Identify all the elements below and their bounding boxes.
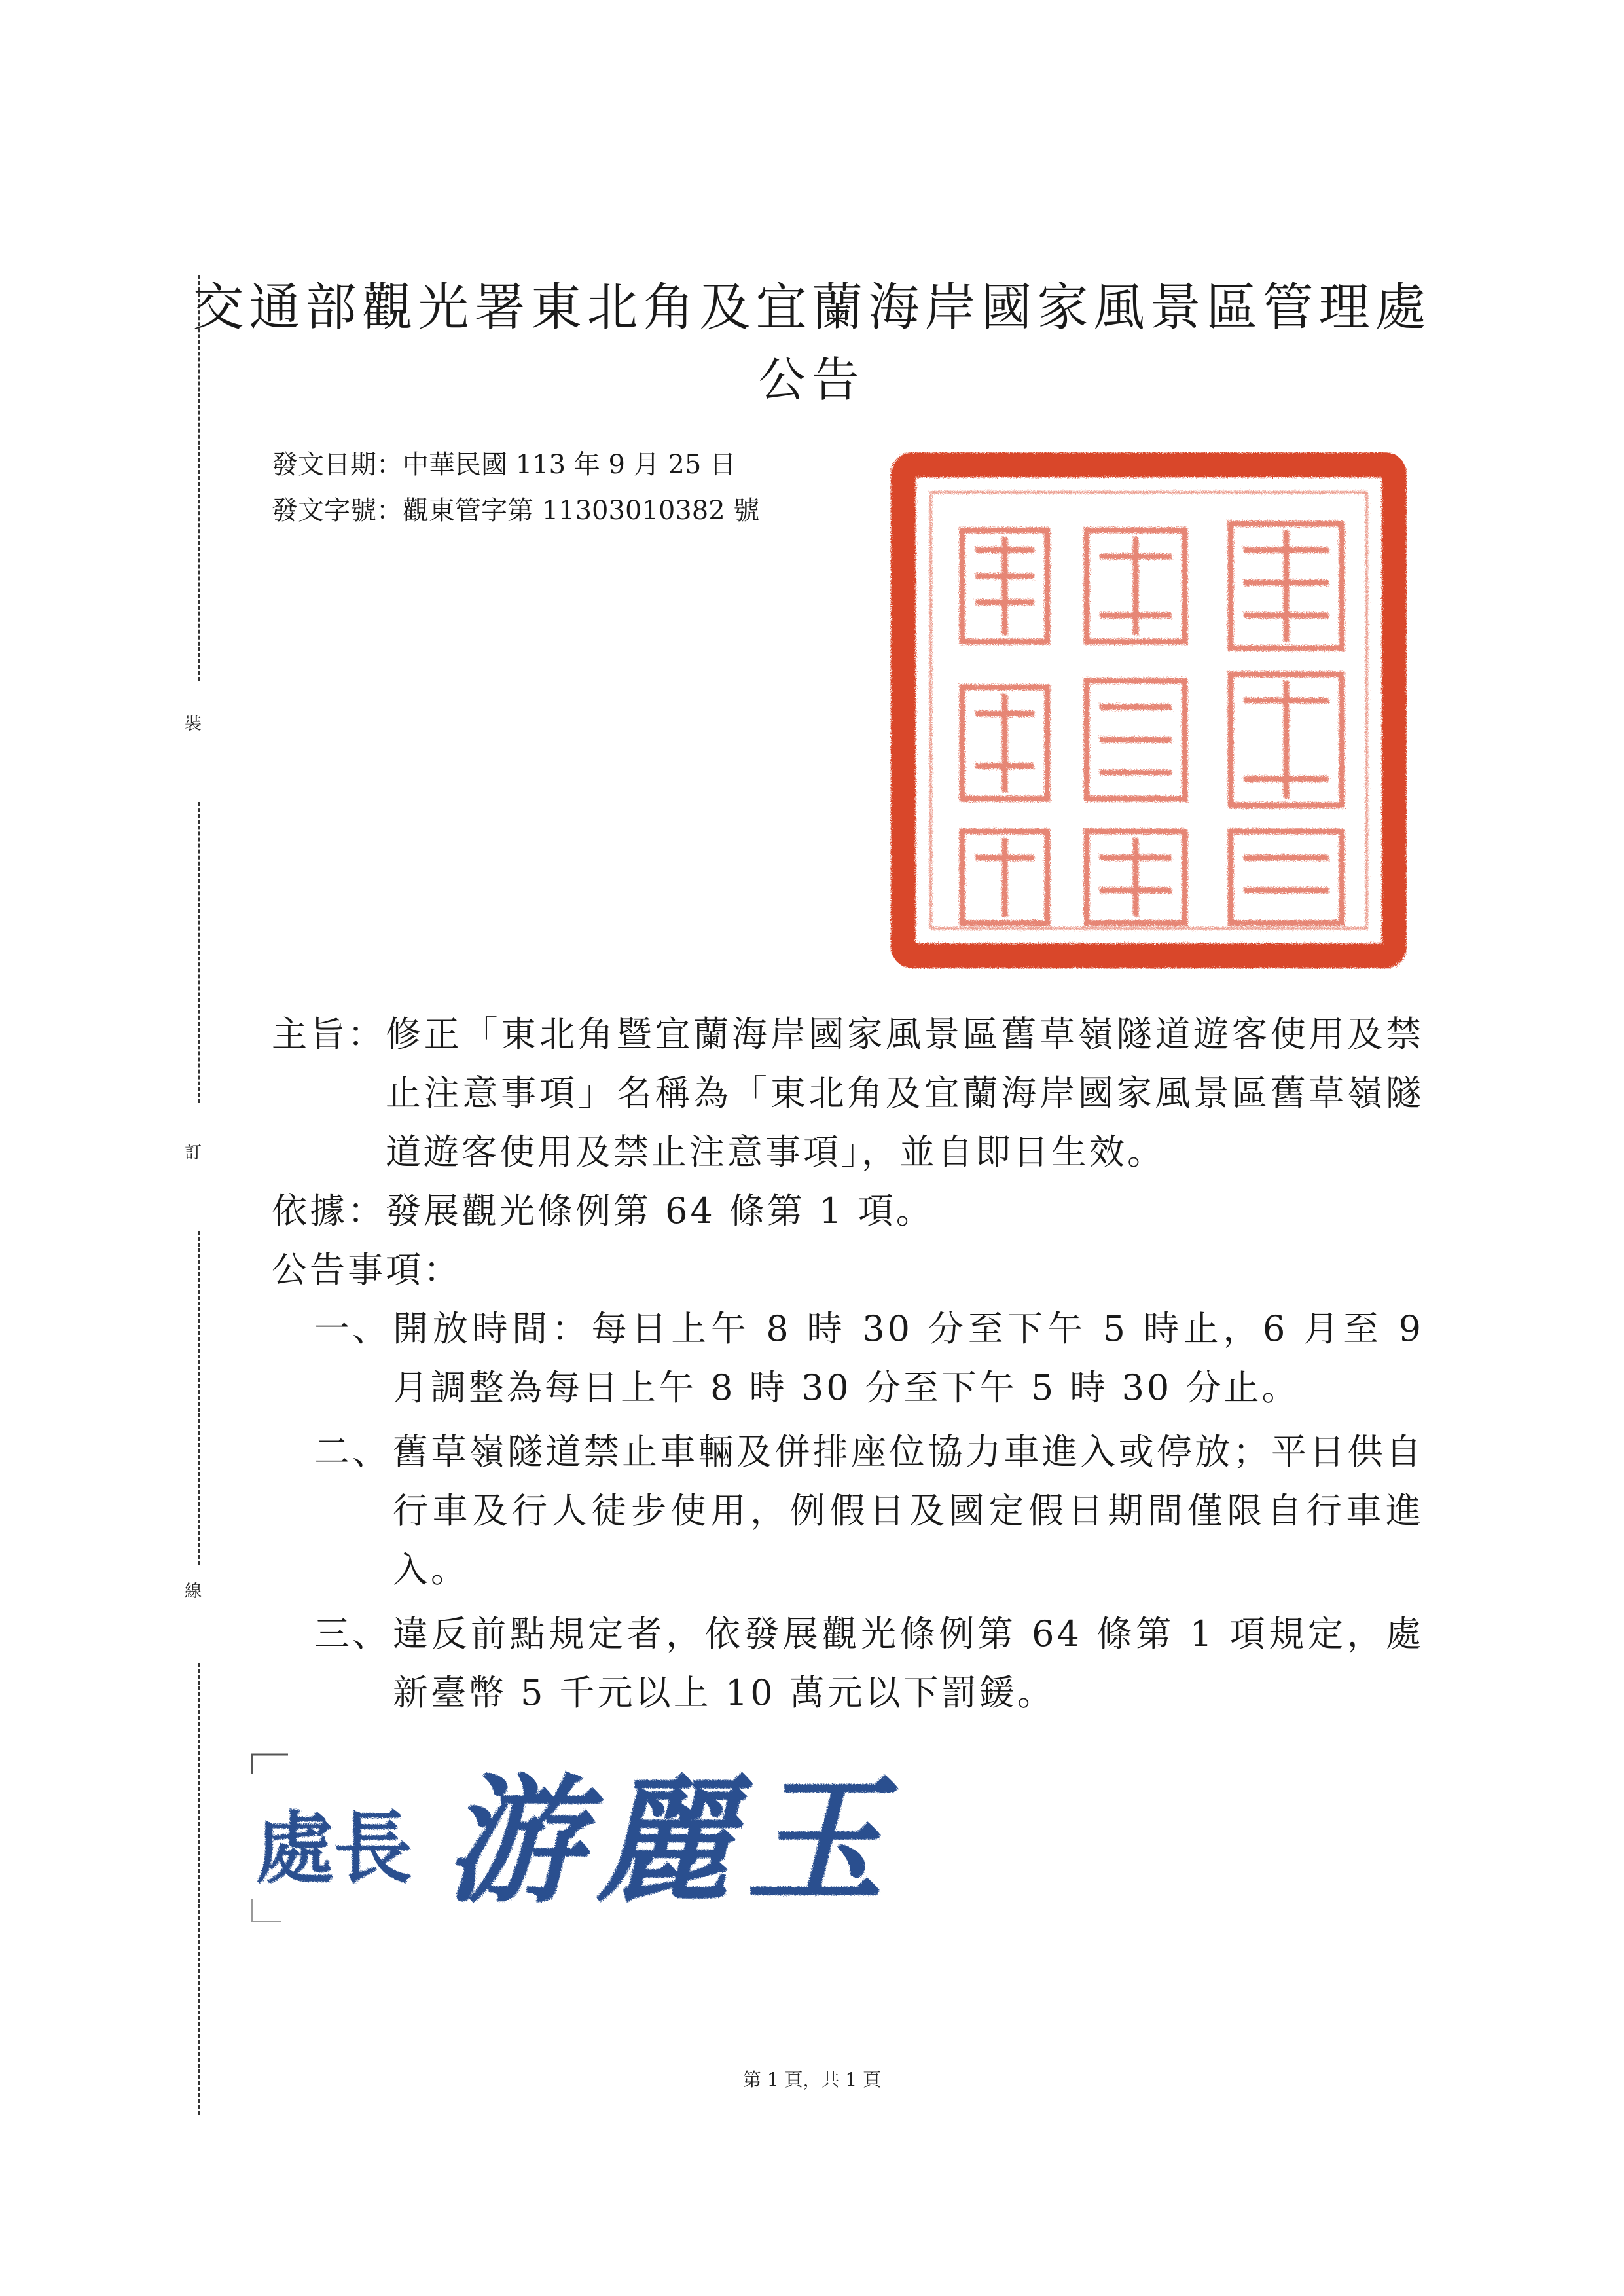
organization-title: 交通部觀光署東北角及宜蘭海岸國家風景區管理處 (192, 278, 1432, 337)
signature-title: 處長 (255, 1802, 412, 1895)
basis-text: 發展觀光條例第 64 條第 1 項。 (386, 1190, 934, 1231)
binding-mark-zhuang: 裝 (184, 714, 202, 734)
list-item (272, 1300, 1424, 1417)
notice-label: 公告事項： (272, 1249, 461, 1290)
signature-stamp-icon (242, 1741, 962, 1931)
subject-text: 修正「東北角暨宜蘭海岸國家風景區舊草嶺隧道遊客使用及禁止注意事項」名稱為「東北角及宜蘭海岸國家風景區舊草嶺隧道遊客使用及禁止注意事項」，並自即日生效。 (386, 1013, 1424, 1173)
document-number-row (272, 488, 759, 534)
subject-label: 主旨： (272, 1013, 386, 1055)
basis-paragraph (272, 1182, 1424, 1241)
item-text: 開放時間：每日上午 8 時 30 分至下午 5 時止，6 月至 9 月調整為每日上午 8 時 30 分至下午 5 時 30 分止。 (393, 1308, 1424, 1408)
document-number-value: 觀東管字第 11303010382 號 (403, 496, 760, 526)
binding-line-bottom (198, 1663, 200, 2115)
document-type: 公告 (758, 352, 866, 407)
basis-label: 依據： (272, 1190, 386, 1231)
binding-mark-ding: 訂 (184, 1143, 202, 1163)
item-number: 一、 (314, 1308, 390, 1349)
page-footer (0, 2066, 1624, 2092)
binding-mark-xian: 線 (184, 1582, 202, 1601)
item-number: 二、 (314, 1431, 390, 1472)
issue-date-label: 發文日期： (272, 450, 403, 480)
official-seal (890, 452, 1407, 969)
issue-date-row (272, 442, 759, 488)
signature-name: 游麗玉 (445, 1760, 897, 1922)
notice-items (272, 1300, 1424, 1722)
issue-date-value: 中華民國 113 年 9 月 25 日 (403, 450, 736, 480)
seal-stamp-icon (890, 452, 1407, 969)
document-meta (272, 442, 759, 534)
binding-line-middle-2 (198, 1231, 200, 1565)
item-text: 違反前點規定者，依發展觀光條例第 64 條第 1 項規定，處新臺幣 5 千元以上 10 萬元以下罰鍰。 (393, 1613, 1424, 1713)
item-text: 舊草嶺隧道禁止車輛及併排座位協力車進入或停放；平日供自行車及行人徒步使用，例假日及國定假日期間僅限自行車進入。 (393, 1431, 1424, 1590)
director-signature (242, 1741, 962, 1931)
announcement-body (272, 1005, 1424, 1728)
list-item (272, 1423, 1424, 1599)
document-number-label: 發文字號： (272, 496, 403, 526)
item-number: 三、 (314, 1613, 390, 1654)
list-item (272, 1605, 1424, 1722)
binding-line-middle-1 (198, 802, 200, 1103)
notice-heading (272, 1241, 1424, 1300)
document-header (0, 272, 1624, 416)
subject-paragraph (272, 1005, 1424, 1182)
page-info: 第 1 頁，共 1 頁 (742, 2069, 882, 2090)
